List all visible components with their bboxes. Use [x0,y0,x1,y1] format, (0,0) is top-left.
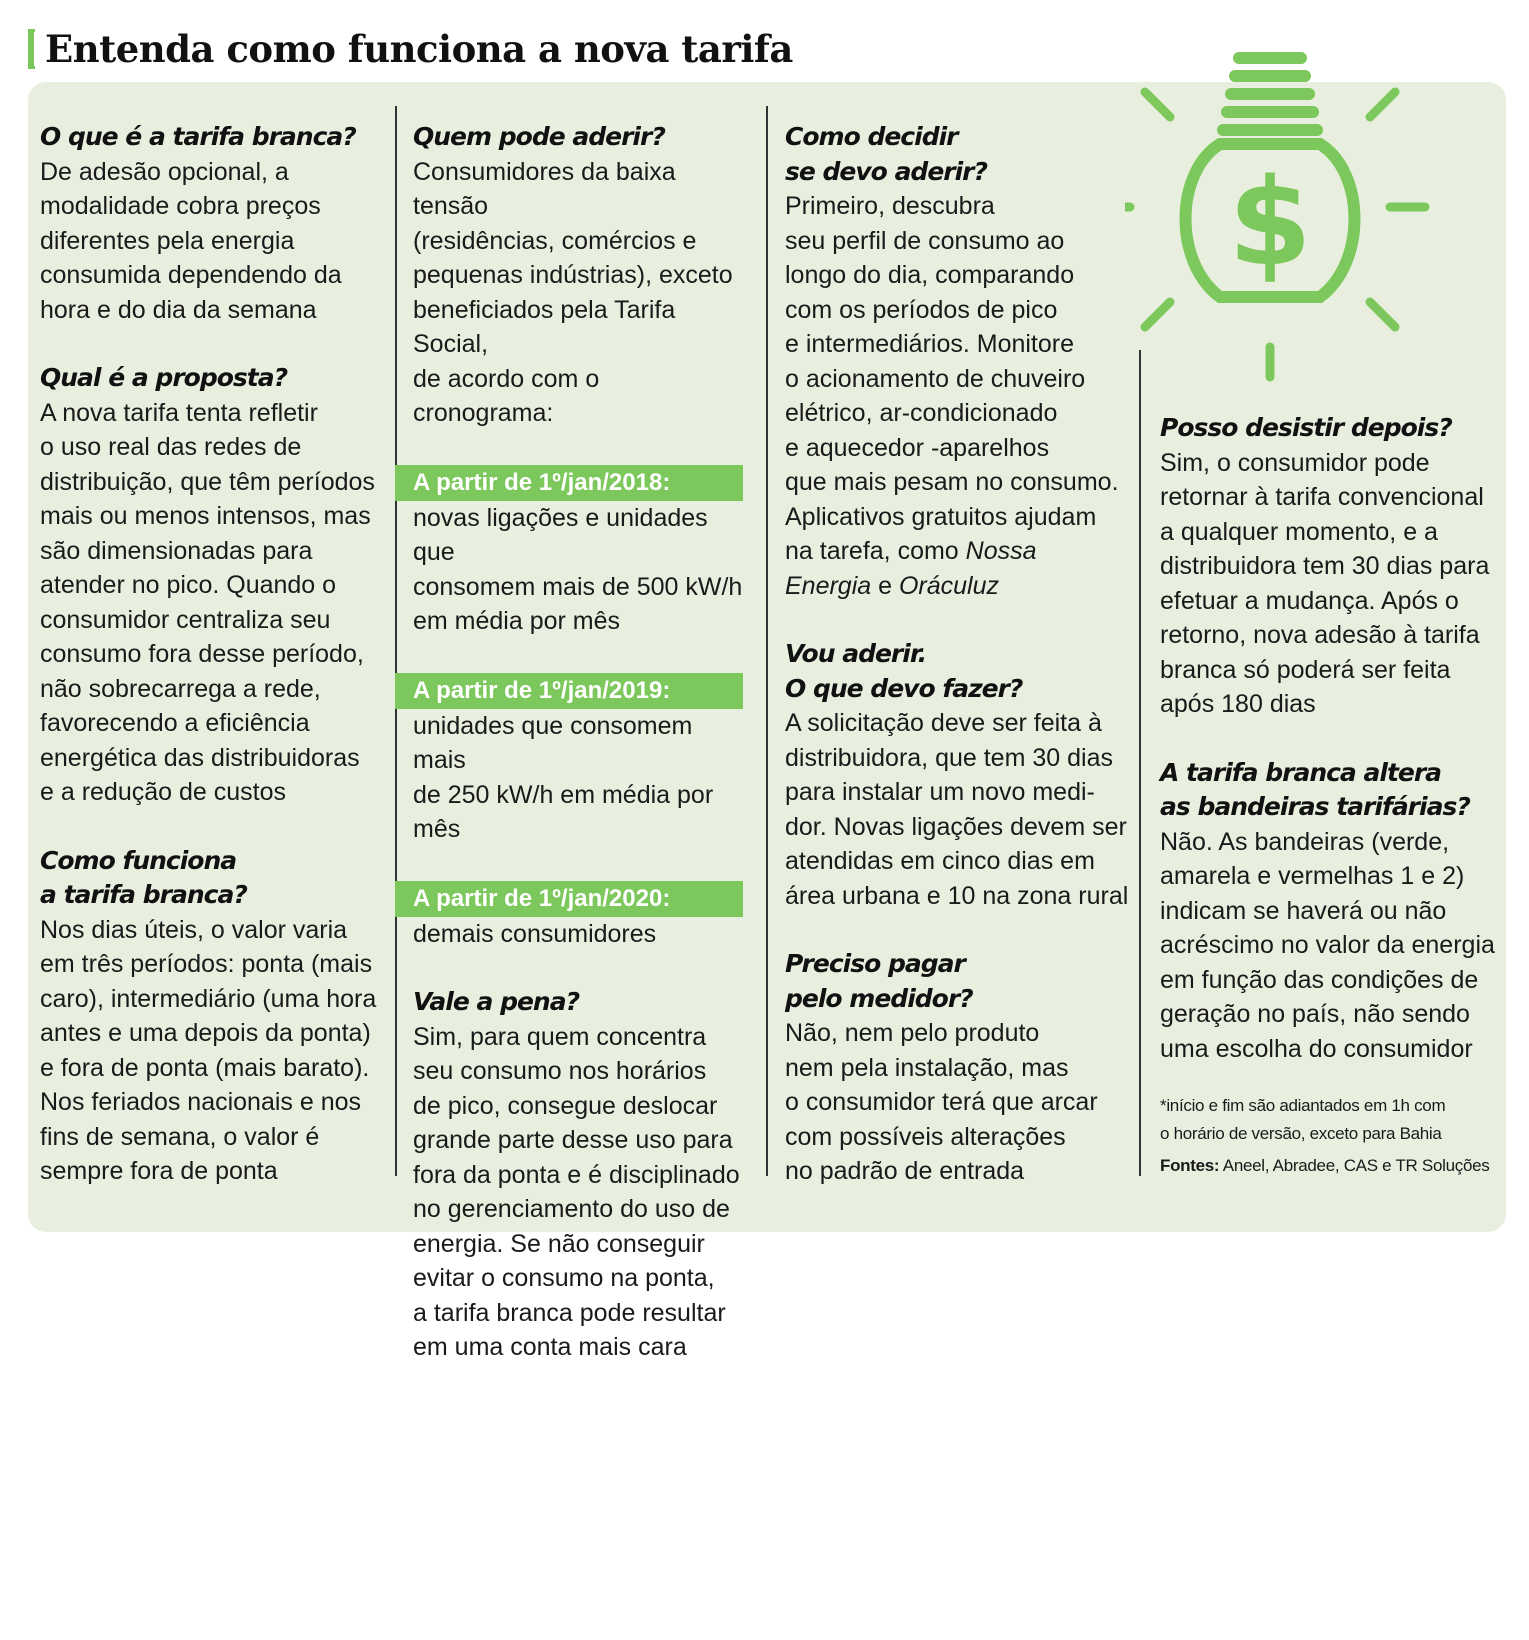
question-heading: Qual é a proposta? [40,363,288,392]
answer-line: indicam se haverá ou não [1160,896,1447,925]
answer-line: Nos dias úteis, o valor varia [40,915,348,944]
question-heading: Vale a pena? [413,987,580,1016]
schedule-tag-2018: A partir de 1º/jan/2018: [395,465,743,501]
answer-line: e aquecedor -aparelhos [785,433,1050,462]
page-title: Entenda como funciona a nova tarifa [45,27,793,71]
answer-line: em três períodos: ponta (mais [40,950,373,978]
answer-line: mês [413,815,461,843]
answer-line: evitar o consumo na ponta, [413,1264,715,1292]
answer-line: diferentes pela energia [40,226,295,255]
answer-line: são dimensionadas para [40,536,313,565]
answer-line: amarela e vermelhas 1 e 2) [1160,862,1465,890]
answer-line: a qualquer momento, e a [1160,517,1438,546]
schedule-tag-2020: A partir de 1º/jan/2020: [395,881,743,917]
answer-line: energética das distribuidoras [40,743,360,772]
answer-line: de 250 kW/h em média por [413,780,714,809]
answer-line: e intermediários. Monitore [785,330,1075,358]
answer-line: nem pela instalação, mas [785,1053,1069,1082]
answer-line: no padrão de entrada [785,1157,1025,1185]
column-separator [766,106,768,1176]
answer-line: branca só poderá ser feita [1160,655,1451,684]
sources-line: Fontes: Aneel, Abradee, CAS e TR Soluções [1160,1156,1490,1175]
question-heading: O que é a tarifa branca? [40,122,356,151]
answer-line: o uso real das redes de [40,433,302,461]
answer-line: acréscimo no valor da energia [1160,931,1495,959]
answer-line: Energia e Oráculuz [785,571,1000,600]
question-heading: pelo medidor? [785,983,973,1013]
answer-line: seu consumo nos horários [413,1057,707,1085]
answer-line: antes e uma depois da ponta) [40,1019,371,1047]
answer-line: fins de semana, o valor é [40,1122,320,1151]
answer-line: A nova tarifa tenta refletir [40,398,318,427]
answer-line: Primeiro, descubra [785,192,995,220]
answer-line: Não. As bandeiras (verde, [1160,827,1450,856]
answer-line: o consumidor terá que arcar [785,1088,1098,1116]
answer-line: a tarifa branca pode resultar [413,1298,726,1327]
answer-line: Não, nem pelo produto [785,1019,1040,1047]
answer-line: distribuidora tem 30 dias para [1160,552,1490,580]
column-3 [785,120,1130,1189]
answer-line: energia. Se não conseguir [413,1229,705,1258]
answer-line: em média por mês [413,607,621,635]
answer-line: grande parte desse uso para [413,1126,733,1154]
answer-line: uma escolha do consumidor [1160,1034,1473,1063]
answer-line: o acionamento de chuveiro [785,364,1086,393]
column-2 [413,120,743,1365]
answer-line: fora da ponta e é disciplinado [413,1160,740,1189]
question-heading: a tarifa branca? [40,880,247,909]
answer-line: de pico, consegue deslocar [413,1091,718,1120]
answer-line: hora e do dia da semana [40,295,317,324]
footnote-line: o horário de versão, exceto para Bahia [1160,1124,1442,1143]
answer-line: que mais pesam no consumo. [785,468,1119,496]
column-separator [395,106,397,1176]
column-1 [40,120,385,1189]
answer-line: modalidade cobra preços [40,192,321,220]
answer-line: com possíveis alterações [785,1122,1066,1151]
answer-line: atender no pico. Quando o [40,571,337,599]
answer-line: Sim, para quem concentra [413,1022,707,1051]
answer-line: beneficiados pela Tarifa Social, [413,295,676,358]
answer-line: e a redução de custos [40,778,286,806]
answer-line: elétrico, ar-condicionado [785,399,1058,427]
answer-line: consomem mais de 500 kW/h [413,572,743,601]
answer-line: atendidas em cinco dias em [785,847,1095,875]
answer-line: unidades que consomem mais [413,711,693,774]
answer-line: A solicitação deve ser feita à [785,709,1102,737]
answer-line: sempre fora de ponta [40,1157,278,1185]
question-heading: as bandeiras tarifárias? [1160,792,1470,821]
answer-line: De adesão opcional, a [40,157,289,186]
answer-line: consumida dependendo da [40,261,342,289]
answer-line: distribuidora, que tem 30 dias [785,743,1113,772]
answer-line: de acordo com o cronograma: [413,364,600,427]
column-separator [1139,350,1141,1176]
question-heading: Preciso pagar [785,949,965,978]
answer-line: retorno, nova adesão à tarifa [1160,621,1480,649]
footnote-line: *início e fim são adiantados em 1h com [1160,1096,1446,1115]
question-heading: Posso desistir depois? [1160,413,1452,442]
answer-line: novas ligações e unidades que [413,503,708,566]
header [28,26,793,72]
answer-line: longo do dia, comparando [785,261,1075,289]
question-heading: Vou aderir. [785,639,927,668]
answer-line: Aplicativos gratuitos ajudam [785,502,1097,531]
question-heading: Como funciona [40,845,237,875]
answer-line: área urbana e 10 na zona rural [785,881,1129,910]
answer-line: seu perfil de consumo ao [785,226,1065,255]
answer-line: não sobrecarrega a rede, [40,674,321,703]
answer-line: geração no país, não sendo [1160,1000,1470,1028]
answer-line: e fora de ponta (mais barato). [40,1053,370,1082]
answer-line: após 180 dias [1160,690,1316,718]
answer-line: com os períodos de pico [785,295,1058,324]
answer-line: favorecendo a eficiência [40,709,310,737]
answer-line: em função das condições de [1160,965,1479,994]
answer-line: em uma conta mais cara [413,1333,687,1361]
column-4 [1160,411,1505,1180]
answer-line: no gerenciamento do uso de [413,1195,730,1223]
answer-line: mais ou menos intensos, mas [40,502,371,530]
schedule-tag-2019: A partir de 1º/jan/2019: [395,673,743,709]
svg-text:$: $ [1228,154,1312,293]
lightbulb-dollar-icon [1125,52,1475,382]
answer-line: Nos feriados nacionais e nos [40,1088,362,1116]
answer-line: consumidor centraliza seu [40,605,331,634]
answer-line: pequenas indústrias), exceto [413,261,733,289]
answer-line: na tarefa, como Nossa [785,537,1037,565]
answer-line: dor. Novas ligações devem ser [785,812,1127,841]
question-heading: Quem pode aderir? [413,122,665,151]
answer-line: retornar à tarifa convencional [1160,483,1484,511]
question-heading: A tarifa branca altera [1160,757,1442,787]
answer-line: efetuar a mudança. Após o [1160,586,1459,615]
answer-line: para instalar um novo medi- [785,778,1095,806]
title-bracket-icon [28,29,35,69]
question-heading: O que devo fazer? [785,673,1023,703]
answer-line: Sim, o consumidor pode [1160,448,1430,477]
answer-line: (residências, comércios e [413,226,697,255]
answer-line: distribuição, que têm períodos [40,467,375,496]
answer-line: caro), intermediário (uma hora [40,984,377,1013]
question-heading: se devo aderir? [785,156,988,186]
answer-line: Consumidores da baixa tensão [413,157,676,220]
answer-line: consumo fora desse período, [40,640,364,668]
answer-line: demais consumidores [413,919,657,948]
question-heading: Como decidir [785,122,958,151]
